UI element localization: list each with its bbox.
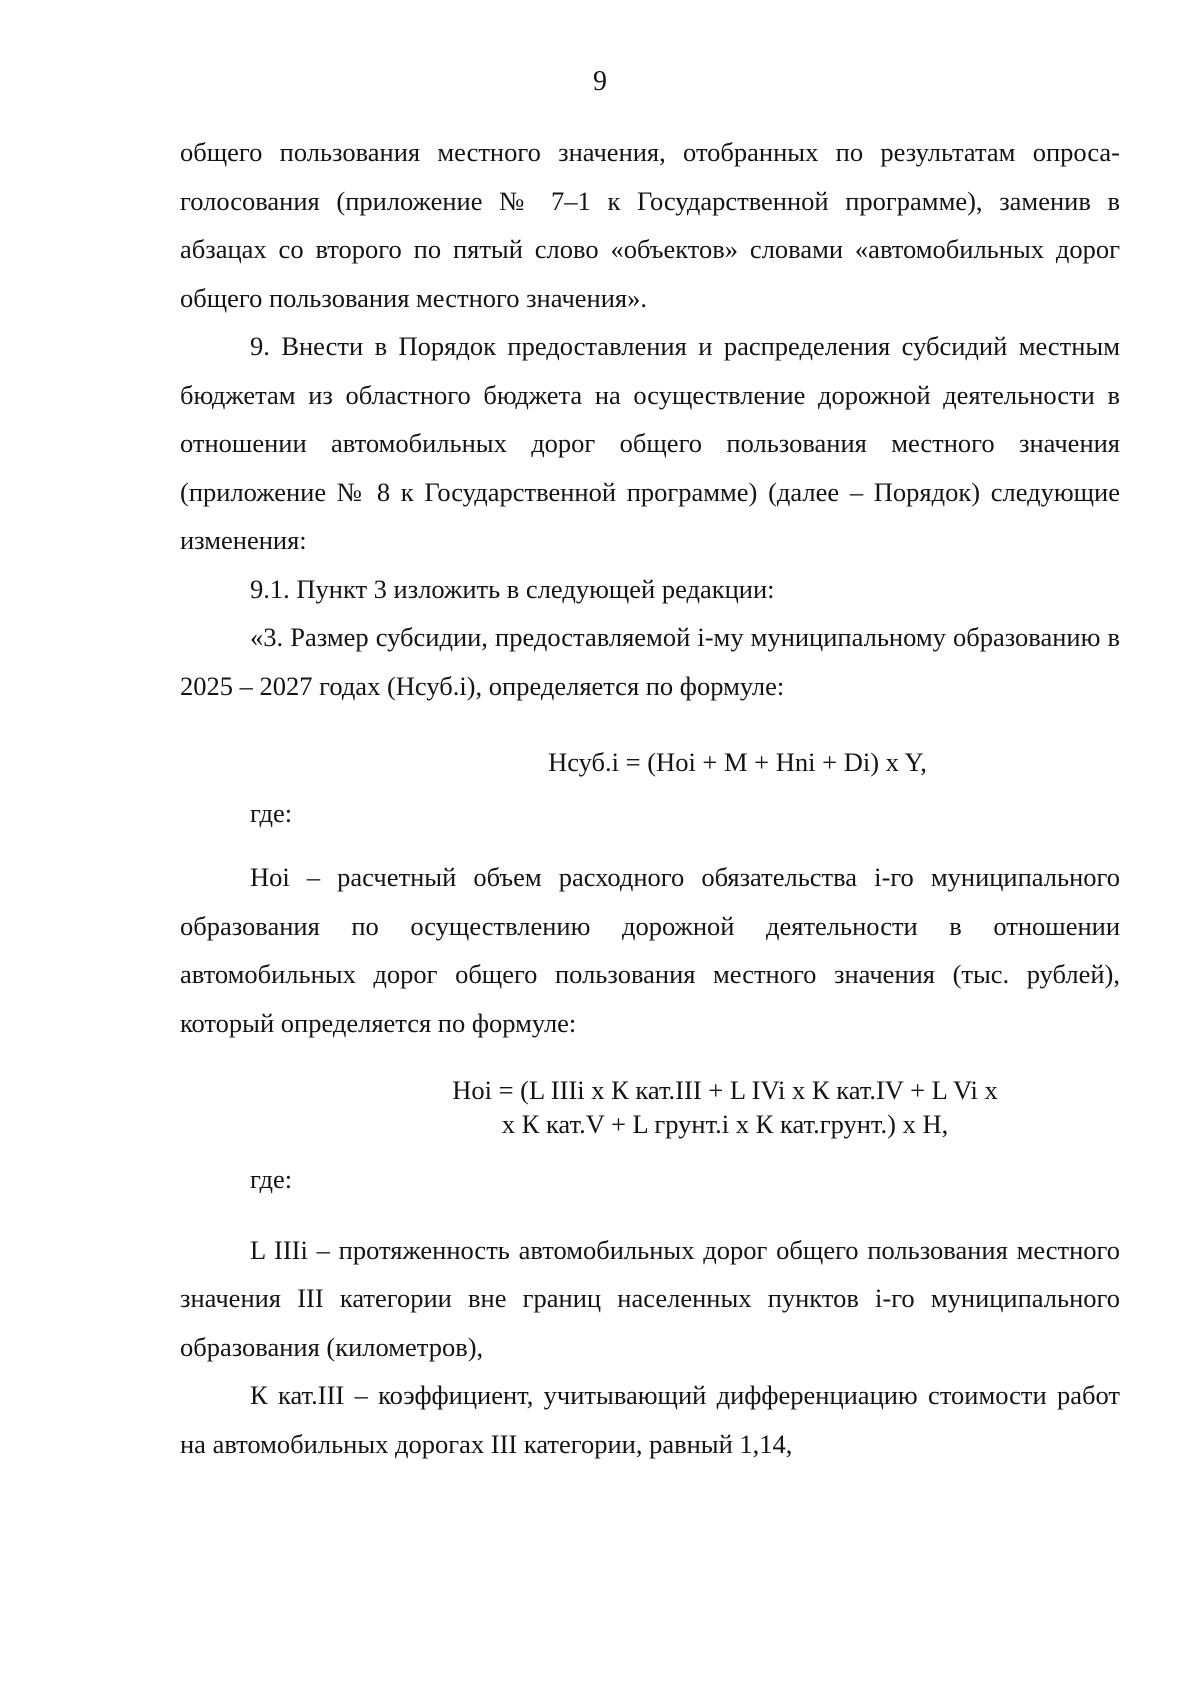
label-where: где: — [250, 797, 293, 828]
paragraph-hoi-definition: Ноi – расчетный объем расходного обязательства i-го муниципального образования по осуществлению дорожной деятельности в отношении автомобильных дорог общего пользования местного значения (тыс. рублей), который определяется по формуле: — [180, 862, 1120, 1038]
paragraph-point-3: «3. Размер субсидии, предоставляемой i-му муниципальному образованию в 2025 – 2027 годах (Нсуб.i), определяется по формуле: — [180, 622, 1120, 701]
formula-hoi-line-1: Ноi = (L IIIi x К кат.III + L IVi x К кат.IV + L Vi x — [452, 1075, 998, 1105]
paragraph-k-kat-iii-definition: К кат.III – коэффициент, учитывающий дифференциацию стоимости работ на автомобильных дорогах III категории, равный 1,14, — [180, 1380, 1120, 1459]
formula-subsidy: Нсуб.i = (Ноi + М + Нni + Di) x Y, — [548, 747, 927, 777]
paragraph-item-9: 9. Внести в Порядок предоставления и распределения субсидий местным бюджетам из областного бюджета на осуществление дорожной деятельности в отношении автомобильных дорог общего пользования местного значения (приложение № 8 к Государственной программе) (далее – Порядок) следующие изменения: — [180, 331, 1120, 555]
page-number: 9 — [593, 66, 607, 97]
paragraph-continuation: общего пользования местного значения, отобранных по результатам опроса-голосования (приложение № 7–1 к Государственной программе), заменив в абзацах со второго по пятый слово «объектов» словами «автомобильных дорог общего пользования местного значения». — [180, 137, 1120, 313]
document-body — [180, 128, 1120, 1468]
paragraph-item-9-1: 9.1. Пункт 3 изложить в следующей редакции: — [250, 573, 775, 604]
paragraph-l-iii-definition: L IIIi – протяженность автомобильных дорог общего пользования местного значения III категории вне границ населенных пунктов i-го муниципального образования (километров), — [180, 1234, 1120, 1362]
formula-hoi-line-2: x К кат.V + L грунт.i x К кат.грунт.) x Н, — [501, 1109, 949, 1139]
formula-hoi — [180, 1073, 1120, 1141]
label-where-2: где: — [250, 1164, 293, 1194]
